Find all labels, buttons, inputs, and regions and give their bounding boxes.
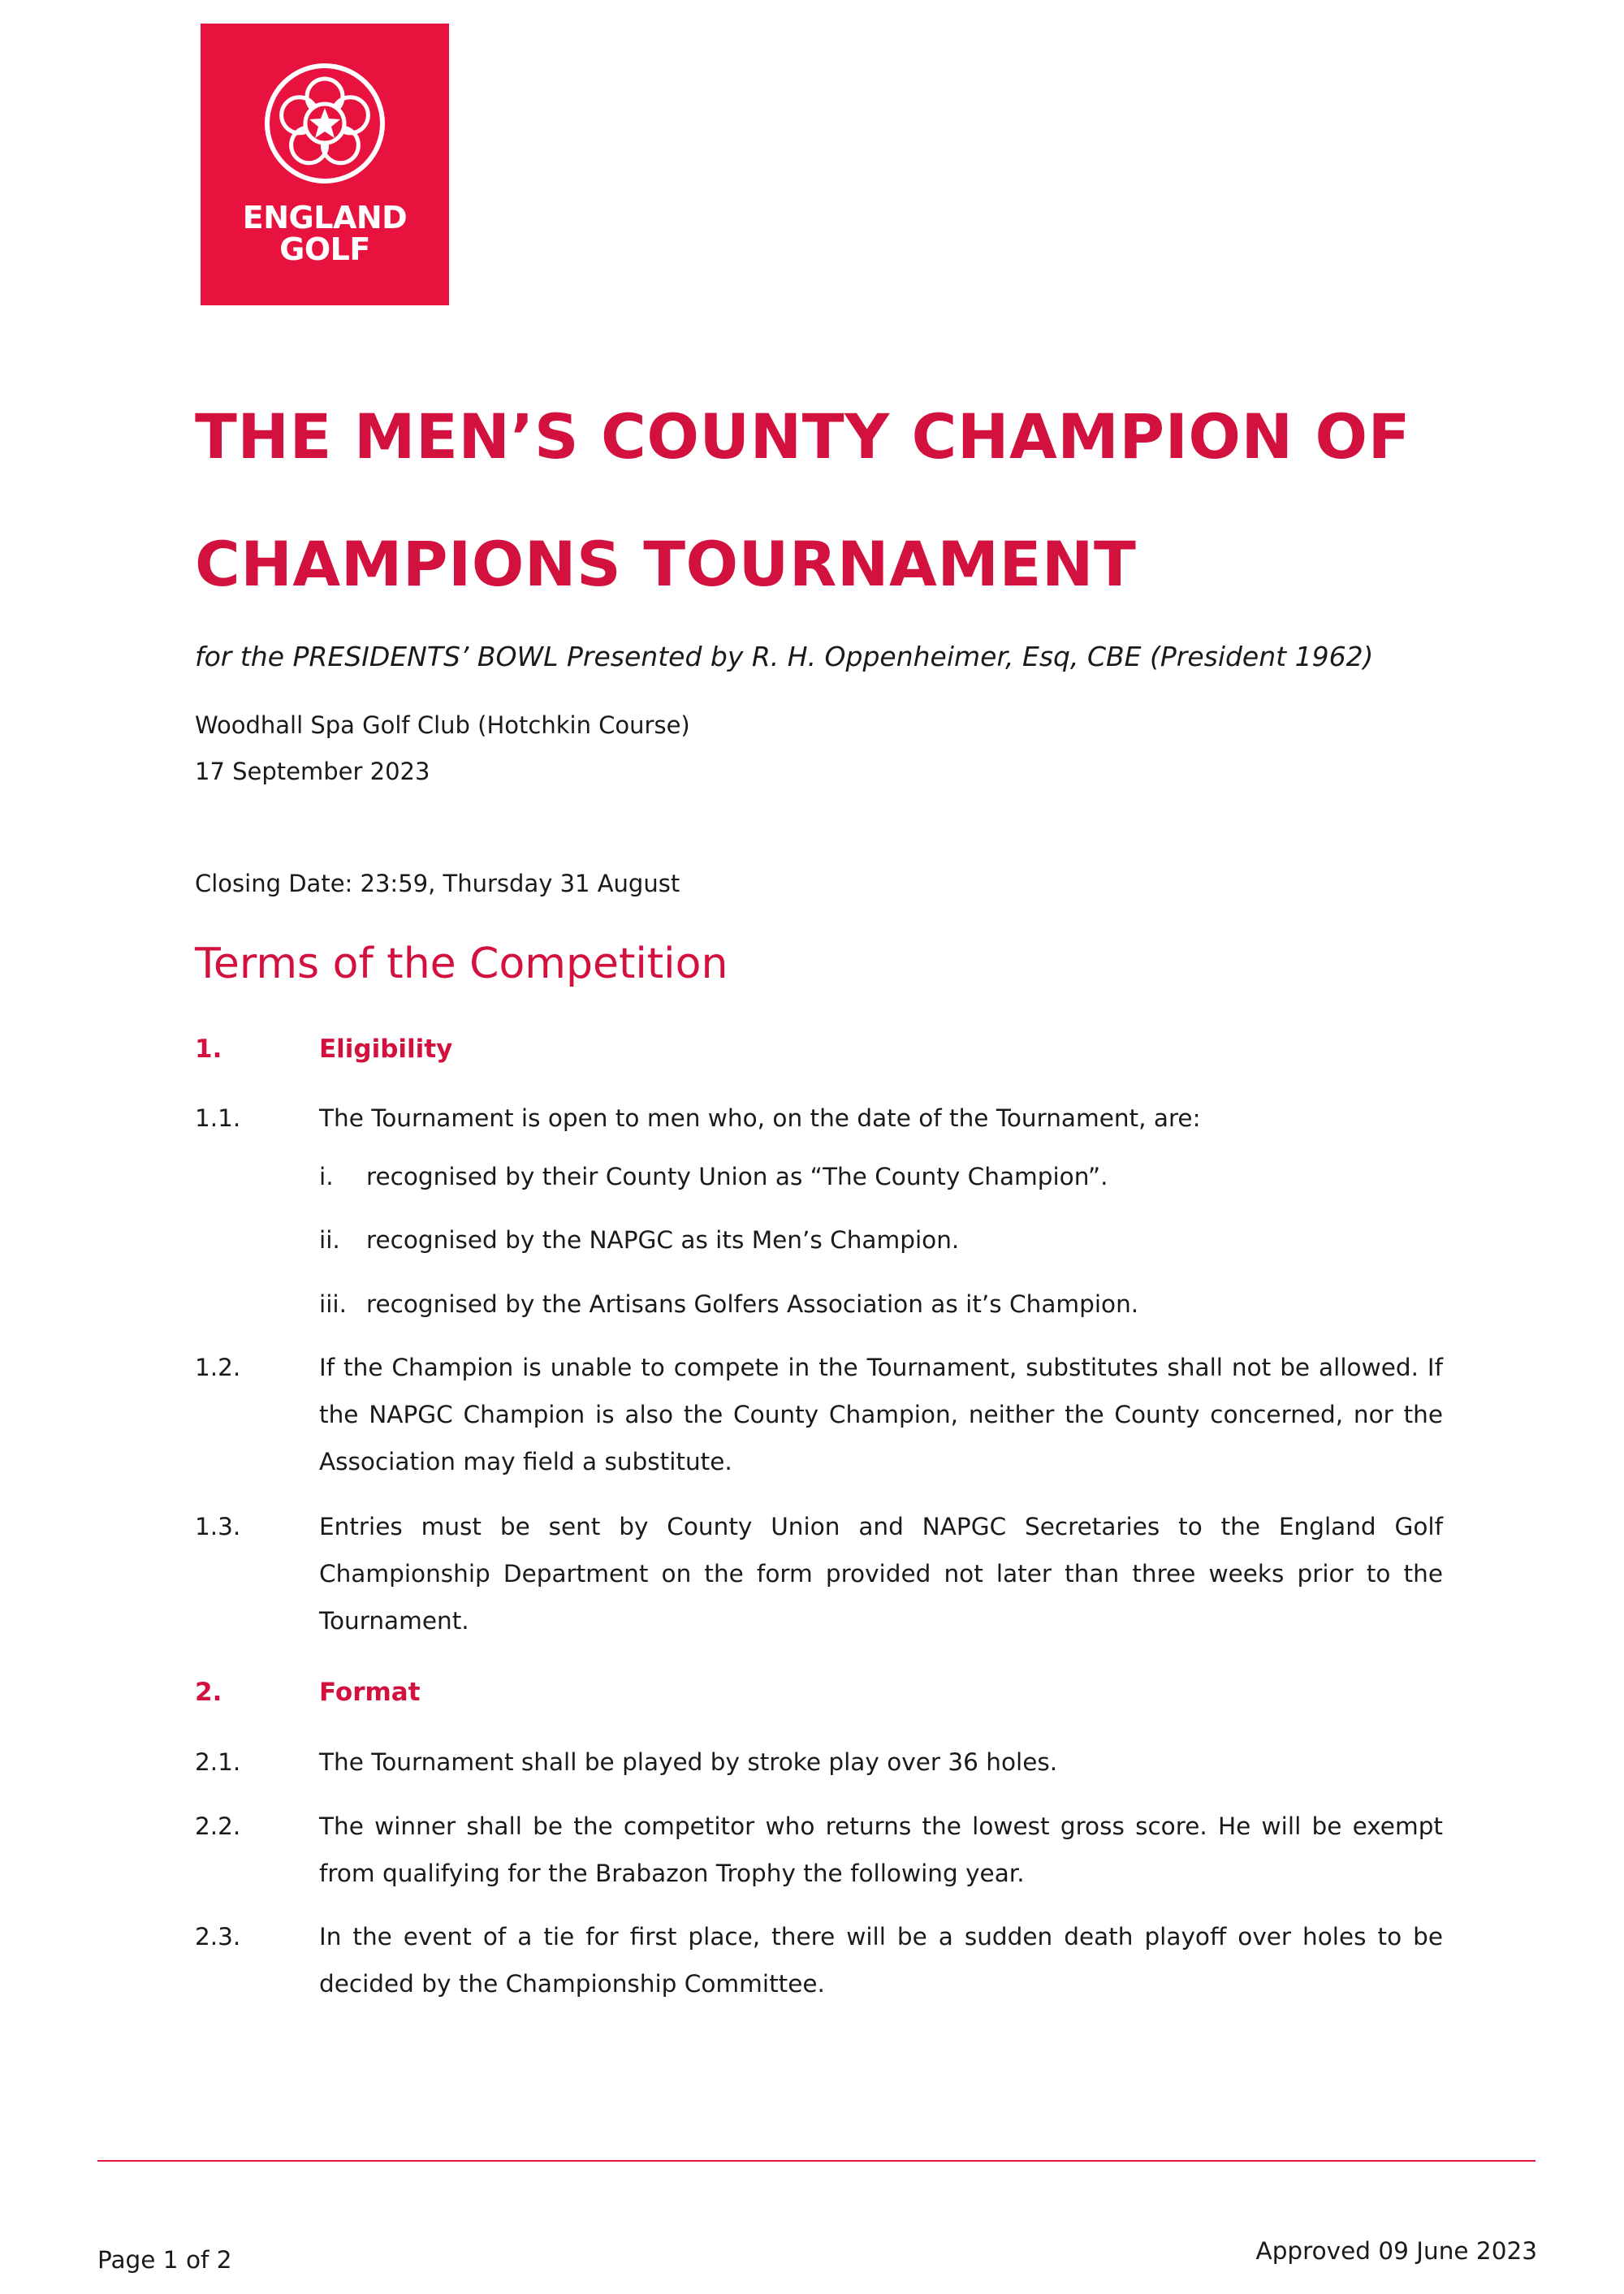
section-title-text: Eligibility — [319, 1035, 453, 1064]
subtitle: for the PRESIDENTS’ BOWL Presented by R. H. Oppenheimer, Esq, CBE (President 1962) — [195, 641, 1374, 672]
clause-number: 1.1. — [195, 1104, 241, 1132]
clause-number: 2.2. — [195, 1812, 241, 1840]
list-marker: iii. — [319, 1290, 347, 1318]
england-golf-logo — [201, 24, 449, 305]
clause-1-2 — [195, 1344, 1443, 1485]
closing-date: Closing Date: 23:59, Thursday 31 August — [195, 870, 680, 897]
clause-1-1 — [195, 1095, 1443, 1142]
clause-2-3 — [195, 1913, 1443, 2007]
section-number: 1. — [195, 1035, 222, 1064]
approval-date: Approved 09 June 2023 — [1255, 2237, 1537, 2265]
list-marker: ii. — [319, 1226, 340, 1254]
clause-2-1 — [195, 1739, 1443, 1786]
list-item-text: recognised by the NAPGC as its Men’s Champion. — [366, 1226, 960, 1254]
page-title-line-2: CHAMPIONS TOURNAMENT — [195, 528, 1137, 600]
tudor-rose-icon — [264, 63, 386, 184]
clause-text: In the event of a tie for first place, there will be a sudden death playoff over holes to be decided by the Championship Committee. — [319, 1923, 1443, 1998]
list-item-text: recognised by their County Union as “The County Champion”. — [366, 1163, 1108, 1190]
section-title-text: Format — [319, 1678, 421, 1707]
event-date: 17 September 2023 — [195, 758, 430, 785]
clause-text: The winner shall be the competitor who returns the lowest gross score. He will be exempt from qualifying for the Brabazon Trophy the following year. — [319, 1812, 1443, 1887]
section-title: Terms of the Competition — [195, 940, 728, 988]
list-item-text: recognised by the Artisans Golfers Association as it’s Champion. — [366, 1290, 1139, 1318]
clause-text: Entries must be sent by County Union and NAPGC Secretaries to the England Golf Championship Department on the form provided not later than three weeks prior to the Tournament. — [319, 1513, 1443, 1635]
clause-number: 2.1. — [195, 1748, 241, 1776]
clause-1-3 — [195, 1503, 1443, 1644]
clause-number: 2.3. — [195, 1923, 241, 1951]
clause-number: 1.3. — [195, 1513, 241, 1540]
page-title-line-1: THE MEN’S COUNTY CHAMPION OF — [195, 400, 1411, 473]
clause-number: 1.2. — [195, 1354, 241, 1381]
section-number: 2. — [195, 1678, 222, 1707]
venue: Woodhall Spa Golf Club (Hotchkin Course) — [195, 711, 690, 739]
clause-2-2 — [195, 1803, 1443, 1897]
list-marker: i. — [319, 1163, 334, 1190]
clause-text: The Tournament is open to men who, on the date of the Tournament, are: — [319, 1104, 1201, 1132]
footer-divider — [97, 2160, 1535, 2162]
logo-text-golf: GOLF — [279, 231, 370, 267]
clause-text: The Tournament shall be played by stroke play over 36 holes. — [319, 1748, 1058, 1776]
logo-text-england: ENGLAND — [242, 200, 408, 235]
page-number: Page 1 of 2 — [97, 2246, 232, 2274]
clause-text: If the Champion is unable to compete in the Tournament, substitutes shall not be allowed. If the NAPGC Champion is also the County Champion, neither the County concerned, nor the Association may field a substitute. — [319, 1354, 1443, 1475]
